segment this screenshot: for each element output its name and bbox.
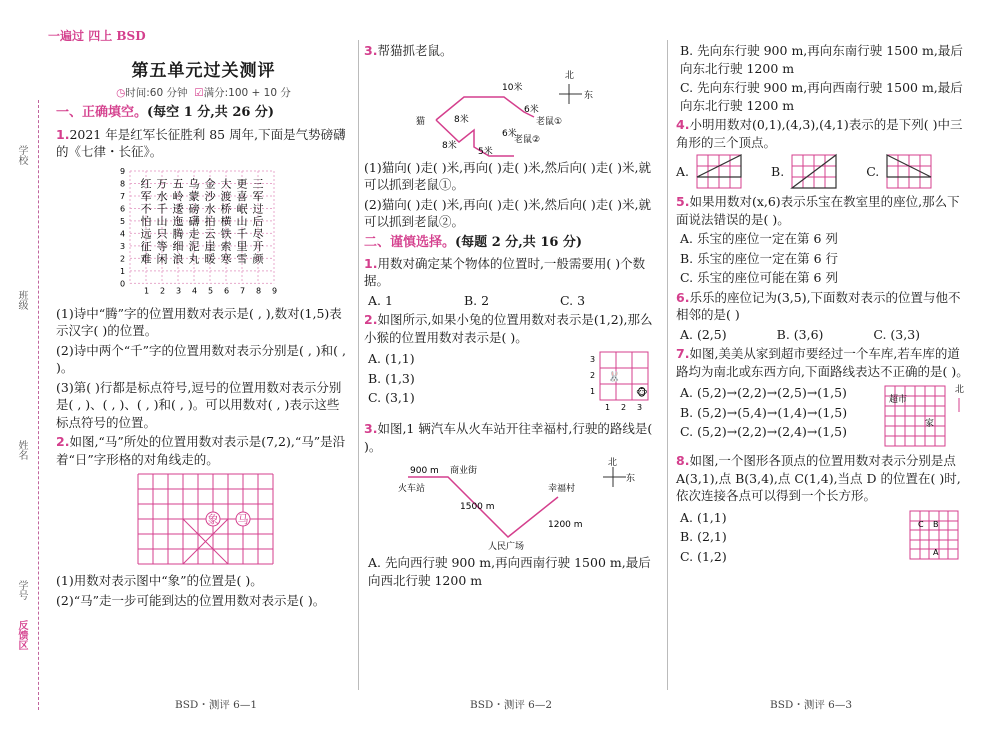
feedback-badge: 反馈区 [16, 620, 27, 650]
option-b[interactable]: B. [771, 164, 785, 180]
cat-label: 猫 [416, 116, 426, 127]
poem-char: 岷 [236, 202, 248, 216]
choice-4-options [676, 153, 970, 191]
question-2-part-2: (2)“马”走一步可能到达的位置用数对表示是( )。 [56, 592, 326, 608]
poem-char: 桥 [220, 202, 232, 216]
class-label: 班级 [16, 290, 27, 310]
question-text: 如图,一个图形各顶点的位置用数对表示分别是点 A(3,1),点 B(3,4),点 C(1,4),当点 D 的位置在( )时,依次连接各点可以得到一个长方形。 [676, 453, 961, 503]
question-text: 小明用数对(0,1),(4,3),(4,1)表示的是下列( )中三角形的三个顶点。 [676, 117, 963, 150]
poem-char: 闲 [156, 252, 168, 266]
poem-char: 怕 [140, 214, 152, 228]
village-label: 幸福村 [548, 484, 576, 495]
question-2-part-1: (1)用数对表示图中“象”的位置是( )。 [56, 573, 263, 589]
market-home-grid [875, 382, 970, 450]
option-c[interactable]: C. 乐宝的座位可能在第 6 列 [680, 270, 838, 285]
school-label: 学校 [16, 145, 27, 165]
question-3-part-1: (1)猫向( )走( )米,再向( )走( )米,然后向( )走( )米,就可以抓到老鼠①。 [364, 159, 651, 192]
footer: BSD・测评 6—3 [770, 699, 853, 711]
question-text: 乐乐的座位记为(3,5),下面数对表示的位置与他不相邻的是( ) [676, 289, 961, 322]
cat-mouse-map [414, 62, 674, 157]
poem-x-tick: 8 [256, 285, 262, 295]
poem-x-tick: 4 [192, 285, 198, 295]
number-label: 学号 [16, 580, 27, 600]
column-1 [56, 40, 351, 690]
poem-x-tick: 2 [160, 285, 166, 295]
poem-char: 水 [156, 189, 168, 203]
triangle-grid-c [885, 153, 933, 191]
dist-1200: 1200 m [548, 520, 583, 531]
option-b[interactable]: B. (5,2)→(5,4)→(1,4)→(1,5) [680, 404, 848, 420]
market-label: 超市 [889, 395, 908, 405]
time-limit: 时间:60 分钟 [125, 86, 188, 99]
poem-y-tick: 9 [120, 166, 126, 176]
poem-char: 只 [156, 227, 168, 241]
north-label: 北 [608, 458, 618, 469]
section-heading [56, 104, 351, 122]
poem-char: 开 [252, 239, 264, 253]
poem-char: 过 [252, 202, 264, 216]
question-number: 7. [676, 346, 690, 361]
plaza-label: 人民广场 [488, 542, 525, 553]
poem-y-tick: 1 [120, 266, 126, 276]
section-note: (每题 2 分,共 16 分) [455, 234, 583, 250]
poem-char: 逶 [172, 202, 184, 216]
poem-char: 礴 [188, 214, 200, 228]
question-number: 4. [676, 117, 690, 132]
section-title: 二、谨慎选择。 [364, 234, 456, 250]
rabbit-icon: 🐰 [608, 372, 621, 384]
poem-char: 山 [156, 214, 168, 228]
east-label: 东 [626, 474, 636, 485]
rabbit-monkey-grid [586, 348, 656, 418]
poem-y-tick: 0 [120, 278, 126, 288]
column-2 [364, 40, 656, 690]
poem-char: 金 [204, 177, 216, 191]
question-text: 如图,“马”所处的位置用数对表示是(7,2),“马”是沿着“日”字形格的对角线走的。 [56, 434, 346, 467]
brand-name: 一遍过 [48, 29, 85, 43]
poem-char: 走 [188, 227, 200, 241]
poem-x-tick: 1 [144, 285, 150, 295]
svg-text:3: 3 [590, 355, 596, 365]
poem-char: 暖 [204, 252, 216, 266]
dist-5: 6米 [502, 128, 517, 139]
dist-3: 8米 [442, 140, 457, 151]
poem-y-tick: 3 [120, 241, 126, 251]
poem-char: 万 [156, 177, 168, 191]
poem-char: 更 [236, 177, 248, 191]
poem-char: 后 [252, 214, 264, 228]
question-number: 1. [364, 255, 378, 271]
section-note: (每空 1 分,共 26 分) [147, 105, 275, 121]
poem-char: 远 [140, 227, 152, 241]
question-text: 如图,1 辆汽车从火车站开往幸福村,行驶的路线是( )。 [364, 421, 653, 454]
poem-char: 等 [156, 239, 168, 253]
poem-char: 渡 [220, 189, 232, 203]
poem-char: 大 [220, 177, 232, 191]
page-title: 第五单元过关测评 [131, 61, 276, 81]
cut-line [38, 100, 39, 710]
poem-char: 水 [204, 202, 216, 216]
mouse-2: 老鼠② [514, 134, 541, 145]
question-number: 2. [364, 312, 378, 328]
svg-text:1: 1 [590, 387, 596, 397]
footer: BSD・测评 6—1 [175, 699, 258, 711]
poem-char: 雪 [236, 252, 248, 266]
dist-2: 6米 [524, 104, 539, 115]
option-b[interactable]: B. (2,1) [680, 529, 727, 544]
option-c[interactable]: C. (3,1) [368, 390, 415, 406]
option-b[interactable]: B. 乐宝的座位一定在第 6 行 [680, 250, 839, 266]
poem-y-tick: 8 [120, 179, 126, 189]
poem-char: 三 [252, 177, 264, 191]
choice-3 [364, 420, 656, 455]
poem-char: 红 [140, 177, 152, 191]
question-number: 2. [56, 434, 70, 450]
option-a[interactable]: A. 先向西行驶 900 m,再向西南行驶 1500 m,最后向西北行驶 1200 m [368, 555, 651, 588]
svg-text:2: 2 [590, 371, 596, 381]
question-number: 3. [364, 43, 378, 58]
monkey-icon: 🐵 [636, 388, 648, 400]
poem-x-tick: 3 [176, 285, 182, 295]
choice-5 [676, 193, 970, 228]
poem-char: 云 [204, 227, 216, 241]
svg-text:1: 1 [605, 403, 611, 413]
question-3 [364, 42, 656, 60]
option-a[interactable]: A. (5,2)→(2,2)→(2,5)→(1,5) [680, 385, 847, 400]
north-label: 北 [565, 70, 575, 81]
rectangle-grid [900, 507, 970, 571]
home-label: 家 [925, 419, 935, 429]
poem-char: 千 [236, 227, 248, 241]
option-c[interactable]: C. (1,2) [680, 548, 727, 564]
column-divider [358, 40, 359, 690]
poem-char: 沙 [204, 189, 216, 203]
question-3-part-2: (2)猫向( )走( )米,再向( )走( )米,然后向( )走( )米,就可以抓到老鼠②。 [364, 196, 651, 229]
poem-char: 千 [156, 202, 168, 216]
poem-char: 浪 [172, 252, 184, 266]
option-a[interactable]: A. (2,5) [680, 326, 727, 342]
poem-char: 不 [140, 202, 152, 216]
option-c[interactable]: C. [866, 164, 880, 180]
question-text: 如图,美美从家到超市要经过一个车库,若车库的道路均为南北或东西方向,下面路线表达不正确的是( )。 [676, 346, 969, 379]
east-label: 东 [584, 90, 594, 101]
triangle-grid-a [695, 153, 743, 191]
question-text: 如图所示,如果小兔的位置用数对表示是(1,2),那么小猴的位置用数对表示是( )。 [364, 312, 653, 345]
question-1-part-2: (2)诗中两个“千”字的位置用数对表示分别是( , )和( , )。 [56, 342, 346, 376]
poem-char: 细 [172, 239, 184, 253]
poem-char: 拍 [204, 214, 216, 228]
option-a[interactable]: A. (1,1) [680, 509, 727, 525]
poem-char: 索 [220, 239, 232, 253]
poem-x-tick: 7 [240, 285, 246, 295]
dist-900: 900 m [410, 466, 439, 477]
train-station: 火车站 [398, 484, 426, 495]
option-c[interactable]: C. (3,3) [873, 326, 921, 342]
poem-char: 迤 [172, 214, 184, 228]
choice-8-body [676, 507, 970, 571]
poem-char: 五 [172, 177, 184, 191]
poem-char: 崖 [204, 239, 216, 253]
piece-xiang: 象 [207, 513, 219, 527]
street-label: 商业街 [450, 466, 478, 477]
question-number: 3. [364, 421, 378, 437]
choice-7 [676, 345, 970, 380]
svg-text:B: B [933, 519, 939, 529]
question-number: 1. [56, 126, 70, 142]
poem-y-tick: 5 [120, 216, 126, 226]
poem-char: 腾 [172, 227, 184, 241]
choice-7-body [676, 382, 970, 450]
svg-text:2: 2 [621, 403, 627, 413]
poem-x-tick: 5 [208, 285, 214, 295]
poem-x-tick: 9 [272, 285, 278, 295]
poem-char: 泥 [188, 239, 200, 253]
triangle-grid-b [790, 153, 838, 191]
poem-y-tick: 4 [120, 229, 126, 239]
poem-char: 难 [140, 252, 152, 266]
question-text: 用数对确定某个物体的位置时,一般需要用( )个数据。 [364, 255, 646, 289]
option-a[interactable]: A. (1,1) [368, 351, 415, 367]
route-map [368, 457, 638, 552]
question-number: 8. [676, 453, 690, 468]
column-3 [676, 40, 970, 690]
choice-4 [676, 116, 970, 151]
poem-char: 军 [140, 189, 152, 203]
question-number: 6. [676, 289, 690, 305]
test-meta [56, 86, 351, 101]
poem-grid [118, 163, 288, 303]
poem-char: 寒 [220, 252, 232, 266]
poem-char: 磅 [188, 202, 200, 216]
full-score: 满分:100 + 10 分 [203, 86, 291, 99]
poem-char: 横 [220, 214, 232, 228]
binding-strip [0, 0, 44, 735]
mouse-1: 老鼠① [536, 116, 563, 127]
poem-char: 岭 [172, 189, 184, 203]
choice-1-options [368, 292, 656, 310]
question-2 [56, 433, 351, 468]
piece-ma: 马 [237, 513, 249, 527]
option-c[interactable]: C. (5,2)→(2,2)→(2,4)→(1,5) [680, 424, 848, 439]
choice-6-options [680, 326, 970, 344]
question-1-part-3: (3)第( )行都是标点符号,逗号的位置用数对表示分别是( , )、( , )、( , )和( , )。可以用数对( , )表示这些标点符号的位置。 [56, 379, 342, 430]
dist-top: 10米 [502, 82, 523, 93]
question-1-part-1: (1)诗中“腾”字的位置用数对表示是( , ),数对(1,5)表示汉字( )的位置。 [56, 305, 342, 339]
poem-y-tick: 7 [120, 191, 126, 201]
question-text: 帮猫抓老鼠。 [377, 43, 453, 58]
choice-2 [364, 311, 656, 346]
choice-8 [676, 452, 970, 505]
poem-char: 尽 [252, 227, 264, 241]
option-a[interactable]: A. 乐宝的座位一定在第 6 列 [680, 231, 838, 246]
clock-icon: ◷ [116, 86, 126, 99]
choice-2-body [364, 348, 656, 418]
name-label: 姓名 [16, 440, 27, 460]
north-label: 北 [955, 385, 965, 395]
svg-text:A: A [933, 547, 939, 557]
chess-grid [134, 470, 284, 570]
option-a[interactable]: A. [676, 164, 690, 180]
poem-char: 山 [236, 214, 248, 228]
svg-text:C: C [918, 519, 924, 529]
poem-char: 蒙 [188, 189, 200, 203]
poem-y-tick: 2 [120, 254, 126, 264]
option-c[interactable]: C. 先向东行驶 900 m,再向西南行驶 1500 m,最后向东北行驶 1200 m [680, 80, 963, 113]
section-title: 一、正确填空。 [56, 105, 148, 121]
option-b[interactable]: B. (3,6) [776, 326, 824, 342]
poem-char: 铁 [220, 227, 232, 241]
poem-y-tick: 6 [120, 204, 126, 214]
poem-char: 征 [140, 239, 152, 253]
option-b[interactable]: B. 2 [464, 292, 490, 308]
option-b[interactable]: B. 先向东行驶 900 m,再向东南行驶 1500 m,最后向东北行驶 1200 m [680, 43, 963, 76]
question-text: 2021 年是红军长征胜利 85 周年,下面是气势磅礴的《七律・长征》。 [56, 126, 346, 160]
poem-char: 丸 [188, 252, 200, 266]
poem-char: 乌 [188, 177, 200, 191]
dist-1500: 1500 m [460, 502, 495, 513]
brand-grade: 四上 BSD [88, 29, 146, 43]
poem-char: 颜 [252, 252, 264, 266]
dist-1: 8米 [454, 114, 469, 125]
poem-char: 里 [236, 239, 248, 253]
option-b[interactable]: B. (1,3) [368, 370, 415, 386]
section-heading [364, 234, 656, 252]
option-c[interactable]: C. 3 [560, 292, 586, 308]
poem-char: 喜 [236, 189, 248, 203]
question-number: 5. [676, 194, 690, 209]
choice-1 [364, 255, 656, 290]
poem-x-tick: 6 [224, 285, 230, 295]
check-icon: ☑ [194, 86, 204, 99]
footer: BSD・测评 6—2 [470, 699, 553, 711]
option-a[interactable]: A. 1 [368, 292, 393, 308]
poem-char: 军 [252, 189, 264, 203]
question-1 [56, 126, 351, 161]
question-text: 如果用数对(x,6)表示乐宝在教室里的座位,那么下面说法错误的是( )。 [676, 194, 960, 227]
choice-6 [676, 289, 970, 324]
dist-4: 5米 [478, 146, 493, 157]
svg-text:3: 3 [637, 403, 643, 413]
